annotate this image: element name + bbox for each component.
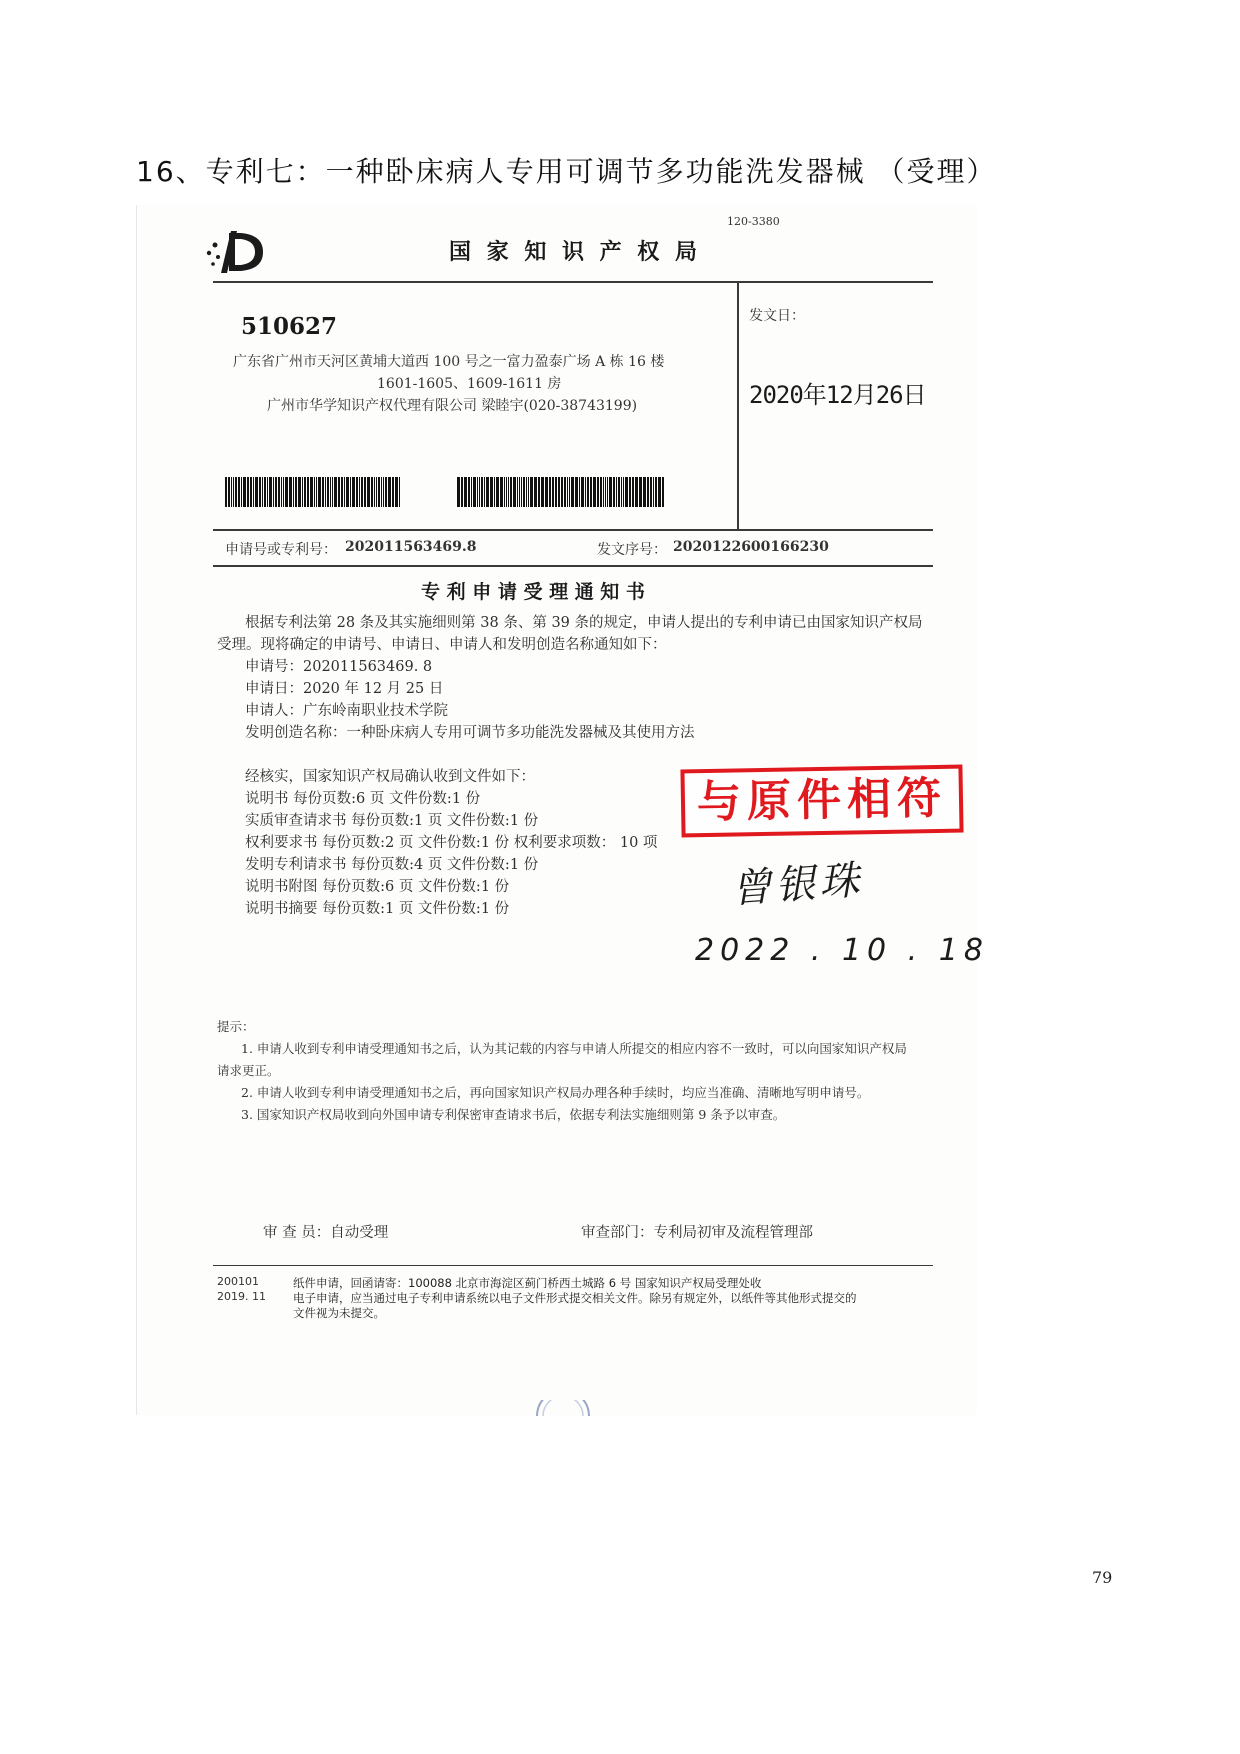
- barcode-bar: [587, 477, 589, 507]
- barcode-bar: [346, 477, 349, 507]
- barcode-bar: [318, 477, 321, 507]
- postal-code: 510627: [241, 313, 338, 340]
- address-line-1: 广东省广州市天河区黄埔大道西 100 号之一富力盈泰广场 A 栋 16 楼: [233, 354, 665, 370]
- barcode-bar: [374, 477, 375, 507]
- barcode-bar: [647, 477, 649, 507]
- barcode-bar: [267, 477, 268, 507]
- file-item: 发明专利请求书 每份页数:4 页 文件份数:1 份: [245, 857, 539, 873]
- scanned-notice: [136, 205, 989, 1415]
- barcode-bar: [307, 477, 309, 507]
- barcode-bar: [655, 477, 657, 507]
- barcode-bar: [603, 477, 604, 507]
- intro-line-2: 受理。现将确定的申请号、申请日、申请人和发明创造名称通知如下：: [217, 637, 667, 653]
- barcode-bar: [253, 477, 254, 507]
- barcode-bar: [233, 477, 234, 507]
- barcode-bar: [399, 477, 400, 507]
- barcode-bar: [322, 477, 324, 507]
- barcode-bar: [225, 477, 227, 507]
- barcode-bar: [457, 477, 460, 507]
- barcode-bar: [316, 477, 317, 507]
- barcode-bar: [561, 477, 563, 507]
- barcode-bar: [367, 477, 370, 507]
- field-application-date: 申请日：2020 年 12 月 25 日: [245, 681, 444, 697]
- barcode-bar: [625, 477, 628, 507]
- barcode-bar: [635, 477, 638, 507]
- tip-item: 2. 申请人收到专利申请受理通知书之后，再向国家知识产权局办理各种手续时，均应当准确、清晰地写明申请号。: [241, 1085, 870, 1100]
- barcode-bar: [534, 477, 537, 507]
- barcode-bar: [555, 477, 557, 507]
- barcode-bar: [623, 477, 624, 507]
- barcode-bar: [538, 477, 540, 507]
- barcode-bar: [338, 477, 340, 507]
- footer-rule: [213, 1265, 933, 1266]
- footer-line-2: 电子申请，应当通过电子专利申请系统以电子文件形式提交相关文件。除另有规定外，以纸件等其他形式提交的: [293, 1291, 857, 1305]
- barcode-bar: [607, 477, 608, 507]
- issue-date: 2020年12月26日: [749, 381, 926, 409]
- barcode-bar: [481, 477, 483, 507]
- barcode-bar: [513, 477, 516, 507]
- examining-department: 审查部门：专利局初审及流程管理部: [581, 1225, 813, 1241]
- address-line-2: 1601-1605、1609-1611 房: [377, 376, 562, 392]
- page-number: 79: [1092, 1568, 1113, 1587]
- notice-title: 专 利 申 请 受 理 通 知 书: [421, 581, 645, 603]
- examiner: 审 查 员：自动受理: [263, 1225, 389, 1241]
- barcode-bar: [275, 477, 277, 507]
- barcode-bar: [381, 477, 382, 507]
- office-name: 国 家 知 识 产 权 局: [449, 240, 701, 265]
- barcode-bar: [629, 477, 631, 507]
- barcode-bar: [590, 477, 592, 507]
- barcode-bar: [632, 477, 634, 507]
- barcode-bar: [273, 477, 274, 507]
- barcode-bar: [558, 477, 560, 507]
- barcode-bar: [549, 477, 551, 507]
- barcode-bar: [662, 477, 664, 507]
- barcode-bar: [496, 477, 499, 507]
- file-item: 说明书附图 每份页数:6 页 文件份数:1 份: [245, 879, 510, 895]
- barcode-bar: [500, 477, 503, 507]
- barcode-bar: [283, 477, 284, 507]
- barcode-bar: [304, 477, 306, 507]
- footer-code-1: 200101: [217, 1275, 259, 1288]
- barcode-bar: [510, 477, 512, 507]
- barcode-bar: [484, 477, 485, 507]
- handwritten-signature: 曾银珠: [729, 857, 865, 913]
- title-top-rule: [213, 565, 933, 567]
- barcode-bar: [392, 477, 394, 507]
- barcode-bar: [526, 477, 527, 507]
- barcode-bar: [621, 477, 622, 507]
- barcode-bar: [464, 477, 467, 507]
- tip-item: 3. 国家知识产权局收到向外国申请专利保密审查请求书后，依据专利法实施细则第 9 条予以审查。: [241, 1107, 786, 1122]
- barcode-bar: [395, 477, 398, 507]
- barcode-bar: [228, 477, 230, 507]
- barcode-bar: [618, 477, 620, 507]
- barcode-bar: [639, 477, 642, 507]
- handwritten-date: 2022 . 10 . 18: [695, 933, 989, 968]
- barcode-bar: [473, 477, 476, 507]
- section-heading: 16、专利七：一种卧床病人专用可调节多功能洗发器械 （受理）: [136, 155, 997, 188]
- intro-line-1: 根据专利法第 28 条及其实施细则第 38 条、第 39 条的规定，申请人提出的专利申请已由国家知识产权局: [245, 615, 923, 631]
- barcode-bar: [571, 477, 574, 507]
- barcode-bar: [247, 477, 249, 507]
- barcode-bar: [295, 477, 297, 507]
- barcode-bar: [361, 477, 363, 507]
- barcode-bar: [269, 477, 272, 507]
- field-applicant: 申请人：广东岭南职业技术学院: [245, 703, 448, 719]
- barcode-bar: [238, 477, 240, 507]
- barcode-bar: [264, 477, 266, 507]
- barcode-bar: [616, 477, 617, 507]
- barcode-bar: [376, 477, 377, 507]
- document-serial-label: 发文序号：: [597, 542, 667, 558]
- barcode-bar: [479, 477, 480, 507]
- barcode-bar: [545, 477, 548, 507]
- barcode-bar: [658, 477, 661, 507]
- barcode-bar: [569, 477, 570, 507]
- barcode-bar: [494, 477, 495, 507]
- barcode-bar: [359, 477, 360, 507]
- barcode-bar: [285, 477, 288, 507]
- file-item: 说明书 每份页数:6 页 文件份数:1 份: [245, 791, 481, 807]
- barcode-bar: [609, 477, 612, 507]
- barcode-bar: [585, 477, 586, 507]
- barcode-bar: [593, 477, 596, 507]
- barcode-bar: [371, 477, 373, 507]
- address-line-3: 广州市华学知识产权代理有限公司 梁睦宇(020-38743199): [267, 398, 638, 414]
- barcode-bar: [385, 477, 387, 507]
- barcode-bar: [541, 477, 544, 507]
- barcode-bar: [281, 477, 282, 507]
- barcode-bar: [653, 477, 654, 507]
- barcode-bar: [314, 477, 315, 507]
- barcode-bar: [477, 477, 478, 507]
- barcode-bar: [581, 477, 584, 507]
- tip-item: 请求更正。: [217, 1063, 280, 1078]
- barcode-bar: [350, 477, 351, 507]
- partial-emblem-icon: [533, 1400, 593, 1416]
- barcode-bar: [250, 477, 252, 507]
- barcode-bar: [383, 477, 384, 507]
- header-bottom-rule: [213, 529, 933, 531]
- barcode-bar: [508, 477, 509, 507]
- barcode-bar: [521, 477, 522, 507]
- barcode-left: [225, 477, 401, 507]
- barcode-bar: [327, 477, 329, 507]
- document-serial: 2020122600166230: [673, 539, 829, 555]
- barcode-bar: [255, 477, 258, 507]
- cnipa-logo-icon: [201, 227, 269, 277]
- barcode-right: [457, 477, 665, 507]
- barcode-bar: [298, 477, 301, 507]
- barcode-bar: [241, 477, 242, 507]
- barcode-bar: [461, 477, 463, 507]
- barcode-bar: [468, 477, 470, 507]
- barcode-bar: [643, 477, 646, 507]
- barcode-bar: [289, 477, 292, 507]
- barcode-bar: [486, 477, 489, 507]
- barcode-bar: [388, 477, 391, 507]
- file-item: 权利要求书 每份页数:2 页 文件份数:1 份 权利要求项数： 10 项: [245, 835, 658, 851]
- barcode-bar: [579, 477, 580, 507]
- issue-date-label: 发文日：: [749, 308, 805, 324]
- barcode-bar: [504, 477, 505, 507]
- barcode-bar: [352, 477, 355, 507]
- barcode-bar: [605, 477, 606, 507]
- barcode-bar: [564, 477, 566, 507]
- barcode-bar: [517, 477, 518, 507]
- barcode-bar: [471, 477, 472, 507]
- footer-line-3: 文件视为未提交。: [293, 1306, 385, 1320]
- barcode-bar: [235, 477, 237, 507]
- red-seal-stamp: 与原件相符: [680, 765, 963, 838]
- barcode-bar: [334, 477, 337, 507]
- barcode-bar: [344, 477, 345, 507]
- barcode-bar: [506, 477, 507, 507]
- barcode-bar: [332, 477, 333, 507]
- barcode-bar: [310, 477, 313, 507]
- barcode-bar: [530, 477, 533, 507]
- application-number: 202011563469.8: [345, 539, 477, 555]
- barcode-bar: [231, 477, 232, 507]
- barcode-bar: [259, 477, 261, 507]
- barcode-bar: [552, 477, 554, 507]
- tips-label: 提示：: [217, 1019, 255, 1034]
- barcode-bar: [528, 477, 529, 507]
- barcode-bar: [378, 477, 380, 507]
- barcode-bar: [567, 477, 568, 507]
- verify-intro: 经核实，国家知识产权局确认收到文件如下：: [245, 769, 535, 785]
- barcode-bar: [341, 477, 343, 507]
- tip-item: 1. 申请人收到专利申请受理通知书之后，认为其记载的内容与申请人所提交的相应内容不一致时，可以向国家知识产权局: [241, 1041, 907, 1056]
- header-divider: [737, 281, 739, 529]
- field-application-number: 申请号：202011563469. 8: [245, 659, 433, 675]
- barcode-bar: [613, 477, 615, 507]
- application-number-label: 申请号或专利号：: [225, 542, 337, 558]
- barcode-bar: [597, 477, 599, 507]
- file-item: 说明书摘要 每份页数:1 页 文件份数:1 份: [245, 901, 510, 917]
- barcode-bar: [302, 477, 303, 507]
- barcode-bar: [523, 477, 525, 507]
- top-code: 120-3380: [727, 215, 780, 228]
- barcode-bar: [330, 477, 331, 507]
- barcode-bar: [575, 477, 578, 507]
- barcode-bar: [490, 477, 493, 507]
- barcode-bar: [364, 477, 366, 507]
- footer-line-1: 纸件申请，回函请寄：100088 北京市海淀区蓟门桥西土城路 6 号 国家知识产权局受理处收: [293, 1276, 762, 1290]
- footer-code-2: 2019. 11: [217, 1290, 266, 1303]
- barcode-bar: [325, 477, 326, 507]
- header-top-rule: [213, 281, 933, 283]
- file-item: 实质审查请求书 每份页数:1 页 文件份数:1 份: [245, 813, 539, 829]
- barcode-bar: [278, 477, 280, 507]
- field-invention-title: 发明创造名称：一种卧床病人专用可调节多功能洗发器械及其使用方法: [245, 725, 695, 741]
- barcode-bar: [356, 477, 358, 507]
- barcode-bar: [519, 477, 520, 507]
- barcode-bar: [650, 477, 652, 507]
- barcode-bar: [243, 477, 246, 507]
- barcode-bar: [600, 477, 602, 507]
- barcode-bar: [262, 477, 263, 507]
- barcode-bar: [293, 477, 294, 507]
